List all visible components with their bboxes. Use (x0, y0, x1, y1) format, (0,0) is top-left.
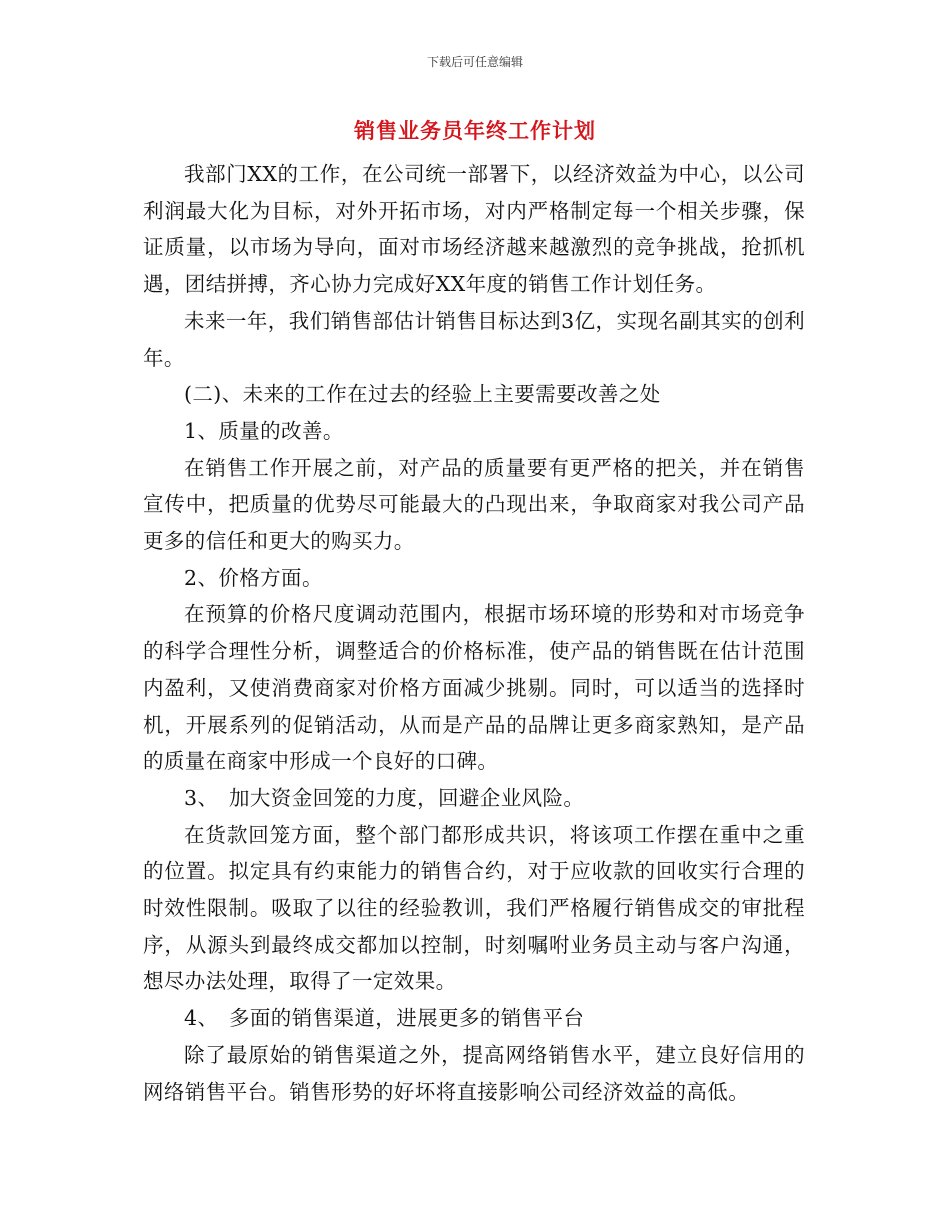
item-heading-price: 2、价格方面。 (184, 565, 323, 590)
paragraph-capital: 在货款回笼方面，整个部门都形成共识，将该项工作摆在重中之重的位置。拟定具有约束能力的销售合约，对于应收款的回收实行合理的时效性限制。吸取了以往的经验教训，我们严格履行销售成交的审批程序，从源头到最终成交都加以控制，时刻嘱咐业务员主动与客户沟通，想尽办法处理，取得了一定效果。 (143, 822, 805, 994)
item-heading-quality: 1、质量的改善。 (184, 418, 344, 443)
section-heading-improvements: (二)、未来的工作在过去的经验上主要需要改善之处 (184, 382, 661, 407)
document-body (143, 156, 805, 1110)
document-title: 销售业务员年终工作计划 (354, 119, 596, 143)
paragraph-quality: 在销售工作开展之前，对产品的质量要有更严格的把关，并在销售宣传中，把质量的优势尽可能最大的凸现出来，争取商家对我公司产品更多的信任和更大的购买力。 (143, 455, 805, 554)
paragraph-channels: 除了最原始的销售渠道之外，提高网络销售水平，建立良好信用的网络销售平台。销售形势的好坏将直接影响公司经济效益的高低。 (143, 1042, 805, 1104)
paragraph-intro: 我部门XX的工作，在公司统一部署下，以经济效益为中心，以公司利润最大化为目标，对外开拓市场，对内严格制定每一个相关步骤，保证质量，以市场为导向，面对市场经济越来越激烈的竞争挑战，抢抓机遇，团结拼搏，齐心协力完成好XX年度的销售工作计划任务。 (143, 162, 805, 297)
paragraph-price: 在预算的价格尺度调动范围内，根据市场环境的形势和对市场竞争的科学合理性分析，调整适合的价格标准，使产品的销售既在估计范围内盈利，又使消费商家对价格方面减少挑剔。同时，可以适当的选择时机，开展系列的促销活动，从而是产品的品牌让更多商家熟知，是产品的质量在商家中形成一个良好的口碑。 (143, 602, 805, 774)
paragraph-target: 未来一年，我们销售部估计销售目标达到3亿，实现名副其实的创利年。 (143, 308, 805, 370)
item-heading-capital: 3、 加大资金回笼的力度，回避企业风险。 (184, 785, 585, 810)
page-header-note: 下载后可任意编辑 (426, 55, 523, 69)
item-heading-channels: 4、 多面的销售渠道，进展更多的销售平台 (184, 1006, 585, 1031)
